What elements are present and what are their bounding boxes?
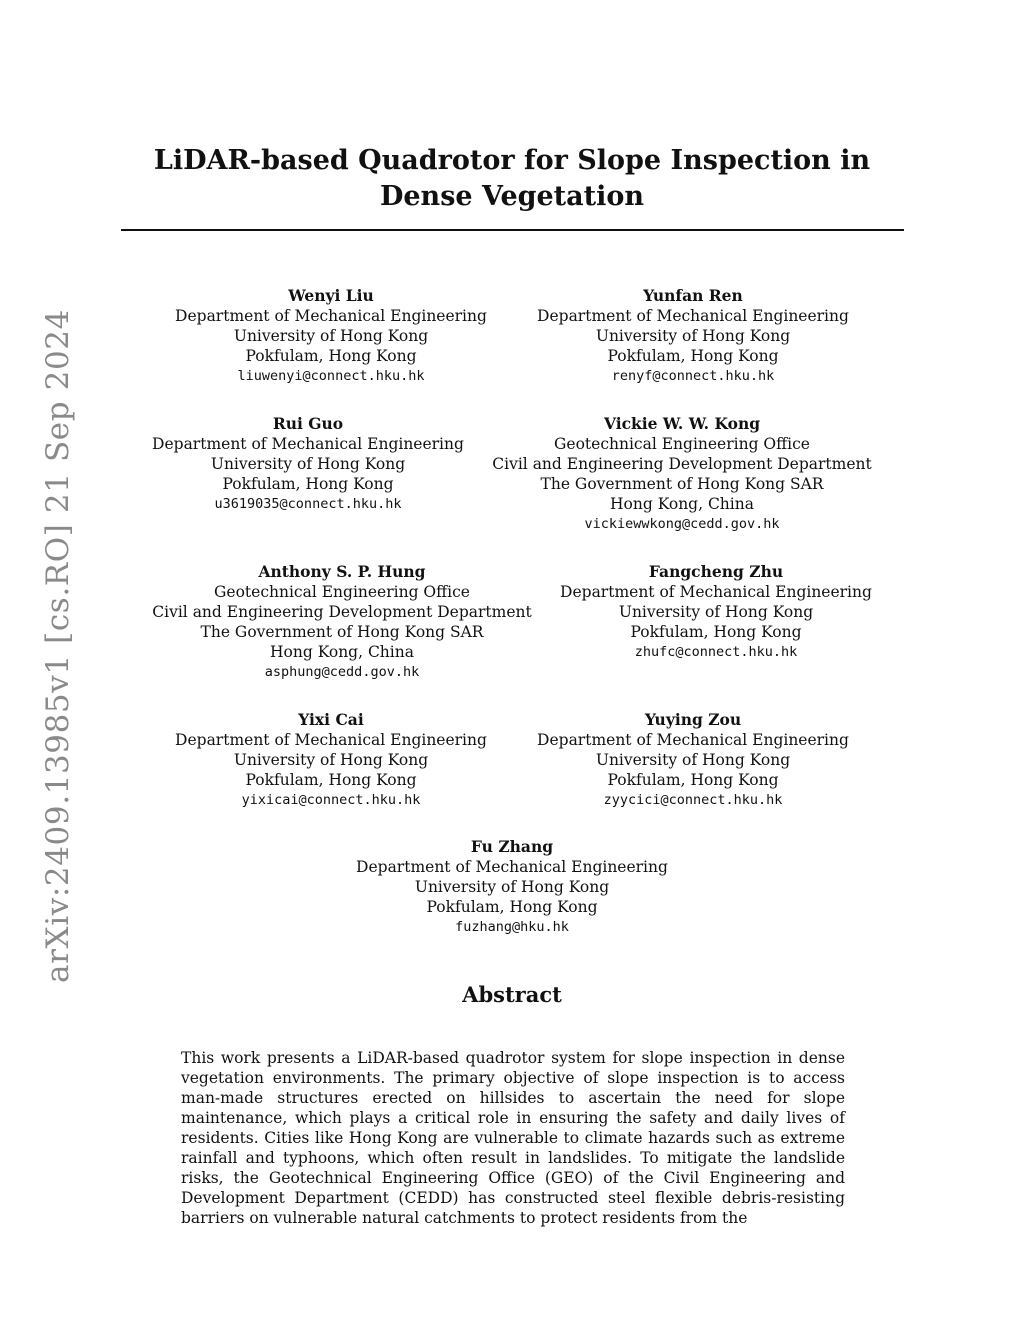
paper-title: LiDAR-based Quadrotor for Slope Inspection in Dense Vegetation: [153, 145, 871, 212]
author-affiliation-line: University of Hong Kong: [233, 327, 429, 345]
author-email: liuwenyi@connect.hku.hk: [237, 368, 425, 384]
author-block: [108, 414, 508, 514]
author-name: Fu Zhang: [470, 837, 554, 856]
author-affiliation-line: Civil and Engineering Development Department: [152, 603, 532, 621]
author-email: asphung@cedd.gov.hk: [264, 664, 420, 680]
author-block: [131, 286, 531, 386]
author-affiliation-line: Department of Mechanical Engineering: [175, 731, 487, 749]
author-block: [482, 414, 882, 534]
author-affiliation-line: The Government of Hong Kong SAR: [540, 475, 824, 493]
author-name: Yunfan Ren: [643, 286, 743, 305]
author-affiliation-line: Pokfulam, Hong Kong: [245, 347, 417, 365]
author-name: Wenyi Liu: [288, 286, 374, 305]
author-block: [142, 562, 542, 682]
author-affiliation-line: Hong Kong, China: [270, 643, 414, 661]
author-affiliation-line: Civil and Engineering Development Department: [492, 455, 872, 473]
author-affiliation-line: University of Hong Kong: [595, 327, 791, 345]
author-affiliation-line: Pokfulam, Hong Kong: [245, 771, 417, 789]
author-affiliation-line: Department of Mechanical Engineering: [152, 435, 464, 453]
author-email: yixicai@connect.hku.hk: [241, 792, 421, 808]
author-affiliation-line: Department of Mechanical Engineering: [560, 583, 872, 601]
author-email: u3619035@connect.hku.hk: [214, 496, 402, 512]
author-affiliation-line: Pokfulam, Hong Kong: [607, 771, 779, 789]
author-affiliation-line: University of Hong Kong: [414, 878, 610, 896]
author-affiliation-line: Pokfulam, Hong Kong: [607, 347, 779, 365]
author-affiliation-line: University of Hong Kong: [595, 751, 791, 769]
author-affiliation-line: The Government of Hong Kong SAR: [200, 623, 484, 641]
arxiv-identifier-stamp: arXiv:2409.13985v1 [cs.RO] 21 Sep 2024: [40, 309, 76, 983]
author-affiliation-line: Hong Kong, China: [610, 495, 754, 513]
author-affiliation-line: Department of Mechanical Engineering: [537, 307, 849, 325]
author-affiliation-line: Department of Mechanical Engineering: [356, 858, 668, 876]
author-email: renyf@connect.hku.hk: [611, 368, 775, 384]
author-affiliation-line: University of Hong Kong: [210, 455, 406, 473]
author-email: fuzhang@hku.hk: [455, 919, 569, 935]
author-name: Yixi Cai: [298, 710, 364, 729]
author-name: Anthony S. P. Hung: [258, 562, 426, 581]
author-affiliation-line: University of Hong Kong: [618, 603, 814, 621]
author-affiliation-line: Pokfulam, Hong Kong: [630, 623, 802, 641]
abstract-heading: Abstract: [462, 982, 562, 1007]
author-name: Fangcheng Zhu: [648, 562, 784, 581]
author-affiliation-line: Geotechnical Engineering Office: [554, 435, 810, 453]
author-block: [312, 837, 712, 937]
author-affiliation-line: Pokfulam, Hong Kong: [426, 898, 598, 916]
author-email: vickiewwkong@cedd.gov.hk: [584, 516, 780, 532]
author-block: [516, 562, 916, 662]
author-block: [131, 710, 531, 810]
author-affiliation-line: Department of Mechanical Engineering: [175, 307, 487, 325]
author-block: [493, 710, 893, 810]
author-affiliation-line: Geotechnical Engineering Office: [214, 583, 470, 601]
author-block: [493, 286, 893, 386]
abstract-text: This work presents a LiDAR-based quadrotor system for slope inspection in dense vegetation environments. The primary objective of slope inspection is to access man-made structures erected on hillsides to ascertain the need for slope maintenance, which plays a critical role in ensuring the safety and daily lives of residents. Cities like Hong Kong are vulnerable to climate hazards such as extreme rainfall and typhoons, which often result in landslides. To mitigate the landslide risks, the Geotechnical Engineering Office (GEO) of the Civil Engineering and Development Department (CEDD) has constructed steel flexible debris-resisting barriers on vulnerable natural catchments to protect residents from the: [181, 1049, 845, 1227]
author-name: Vickie W. W. Kong: [603, 414, 761, 433]
author-name: Yuying Zou: [644, 710, 742, 729]
author-affiliation-line: University of Hong Kong: [233, 751, 429, 769]
title-divider: [121, 229, 904, 231]
author-name: Rui Guo: [272, 414, 344, 433]
author-email: zhufc@connect.hku.hk: [634, 644, 798, 660]
author-email: zyycici@connect.hku.hk: [603, 792, 783, 808]
author-affiliation-line: Pokfulam, Hong Kong: [222, 475, 394, 493]
author-affiliation-line: Department of Mechanical Engineering: [537, 731, 849, 749]
